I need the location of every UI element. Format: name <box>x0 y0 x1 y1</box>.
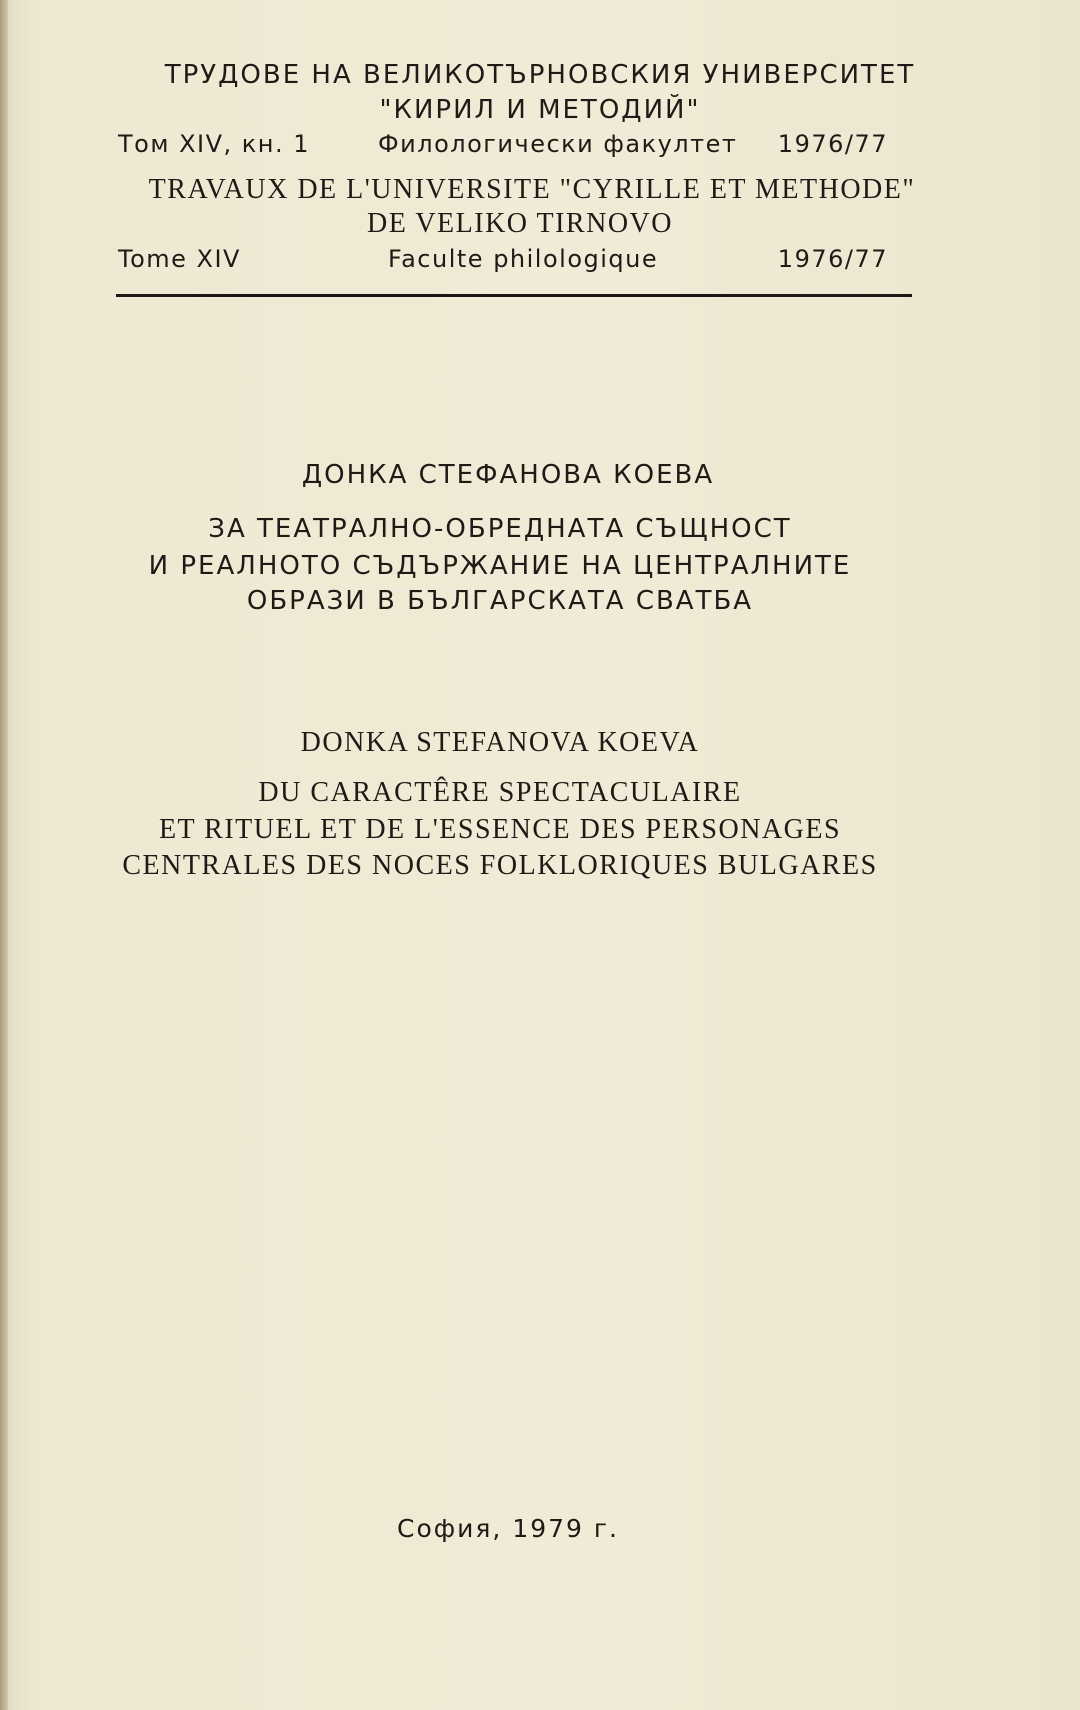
article-title-bg-line3: ОБРАЗИ В БЪЛГАРСКАТА СВАТБА <box>246 586 754 616</box>
imprint: София, 1979 г. <box>397 1514 619 1543</box>
series-title-fr-line1: TRAVAUX DE L'UNIVERSITE "CYRILLE ET METHODE" <box>148 174 916 205</box>
year-bg: 1976/77 <box>777 130 888 158</box>
header-rule <box>116 294 912 297</box>
author-bg: ДОНКА СТЕФАНОВА КОЕВА <box>301 460 715 490</box>
article-title-bg-line2: И РЕАЛНОТО СЪДЪРЖАНИЕ НА ЦЕНТРАЛНИТЕ <box>148 551 852 581</box>
volume-bg: Том XIV, кн. 1 <box>118 130 310 158</box>
article-title-fr-line2: ET RITUEL ET DE L'ESSENCE DES PERSONAGES <box>158 814 842 845</box>
article-title-fr-line1: DU CARACTÊRE SPECTACULAIRE <box>258 777 742 808</box>
volume-info-fr <box>118 245 888 277</box>
series-title-bg-line1: ТРУДОВЕ НА ВЕЛИКОТЪРНОВСКИЯ УНИВЕРСИТЕТ <box>164 60 916 90</box>
author-fr: DONKA STEFANOVA KOEVA <box>300 727 700 758</box>
article-title-fr-line3: CENTRALES DES NOCES FOLKLORIQUES BULGARES <box>122 850 878 881</box>
faculty-fr: Faculte philologique <box>388 245 659 273</box>
year-fr: 1976/77 <box>777 245 888 273</box>
article-title-bg-line1: ЗА ТЕАТРАЛНО-ОБРЕДНАТА СЪЩНОСТ <box>208 514 792 544</box>
series-title-fr-line2: DE VELIKO TIRNOVO <box>367 208 673 239</box>
volume-fr: Tome XIV <box>118 245 241 273</box>
series-title-bg-line2: "КИРИЛ И МЕТОДИЙ" <box>379 95 701 125</box>
faculty-bg: Филологически факултет <box>378 130 738 158</box>
volume-info-bg <box>118 130 888 162</box>
